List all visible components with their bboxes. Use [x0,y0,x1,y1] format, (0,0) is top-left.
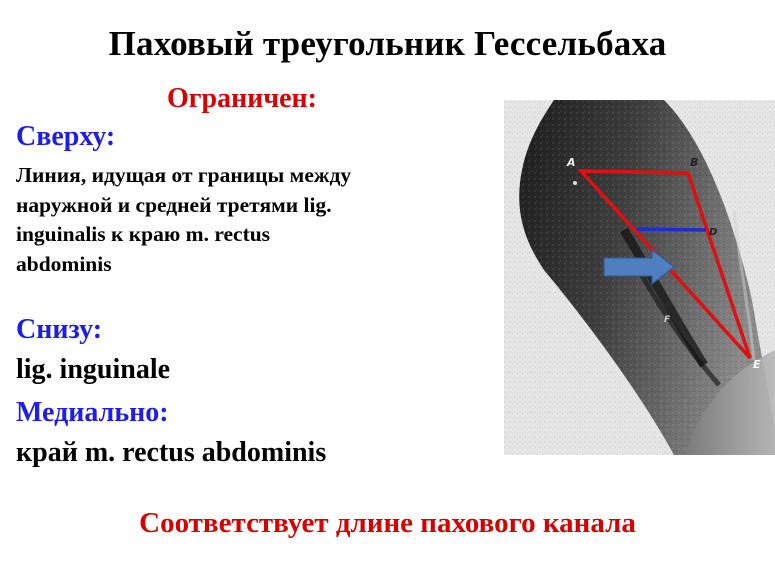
top-description-line: abdominis [16,251,112,276]
point-label-e: E [753,358,761,371]
point-label-a: A [567,156,576,169]
heading-top: Сверху: [16,121,116,152]
anatomy-figure [504,100,775,455]
bottom-text: lig. inguinale [16,354,171,385]
point-label-f: F [664,315,671,325]
top-description [16,161,351,279]
slide-title: Паховый треугольник Гессельбаха [108,24,667,63]
top-description-line: наружной и средней третями lig. [16,192,332,217]
point-label-b: B [690,156,699,169]
slide-subtitle: Ограничен: [167,83,318,114]
top-description-line: Линия, идущая от границы между [16,163,352,187]
point-label-d: D [709,227,718,238]
heading-bottom: Снизу: [16,314,103,345]
blue-line [637,229,706,230]
slide-footer: Соответствует длине пахового канала [139,507,636,539]
medial-text: край m. rectus abdominis [16,437,327,468]
heading-medial: Медиально: [16,397,169,428]
top-description-line: inguinalis к краю m. rectus [16,222,271,246]
